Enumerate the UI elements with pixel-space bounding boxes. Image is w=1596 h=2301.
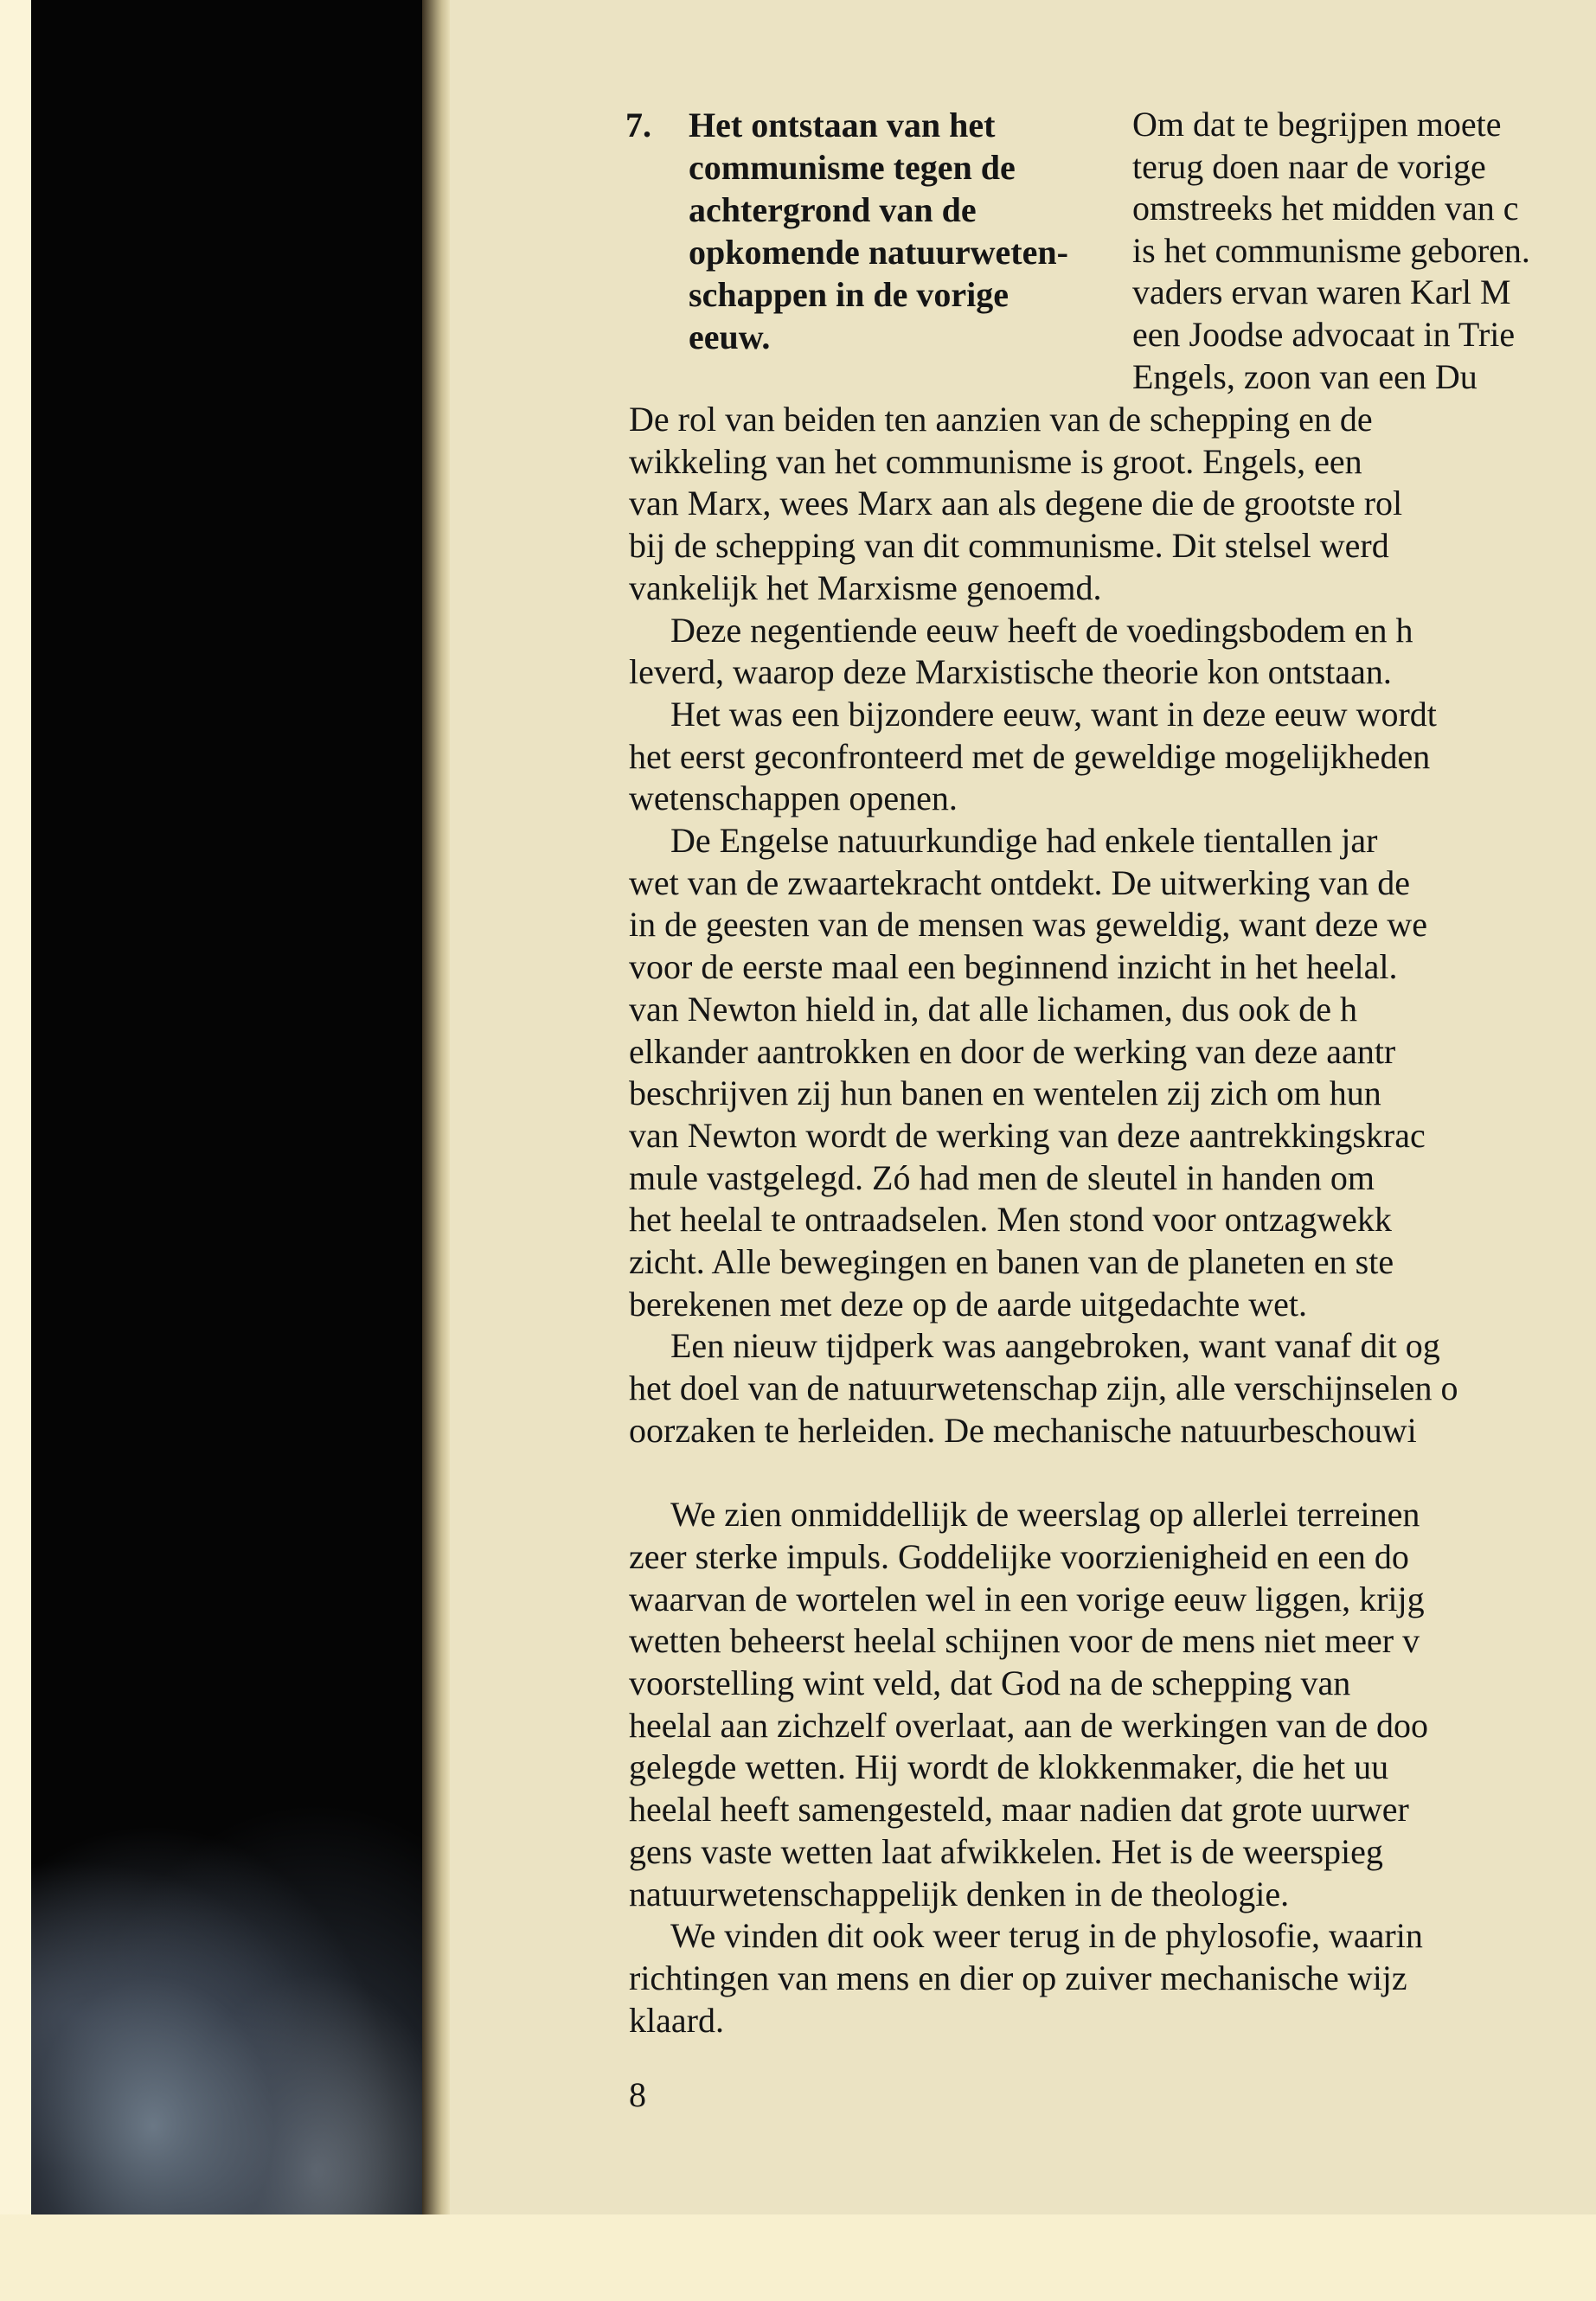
heading-line: eeuw. — [689, 317, 771, 356]
heading-line: schappen in de vorige — [689, 275, 1010, 314]
body-line: van Newton hield in, dat alle lichamen, dus ook de h — [629, 989, 1358, 1029]
side-column-text — [1132, 104, 1530, 398]
body-line: We vinden dit ook weer terug in de phylosofie, waarin — [670, 1916, 1423, 1956]
body-line: in de geesten van de mensen was geweldig, want deze we — [629, 905, 1427, 945]
body-line: waarvan de wortelen wel in een vorige eeuw liggen, krijg — [629, 1579, 1425, 1618]
left-margin-strip — [0, 0, 31, 2301]
body-line: gelegde wetten. Hij wordt de klokkenmaker, die het uu — [629, 1747, 1389, 1787]
body-line: bij de schepping van dit communisme. Dit stelsel werd — [629, 526, 1389, 566]
body-line: het eerst geconfronteerd met de geweldige mogelijkheden — [629, 736, 1431, 776]
body-line: natuurwetenschappelijk denken in de theologie. — [629, 1874, 1290, 1913]
heading-line: opkomende natuurweten- — [689, 233, 1068, 272]
body-line: berekenen met deze op de aarde uitgedachte wet. — [629, 1284, 1308, 1324]
body-line: zicht. Alle bewegingen en banen van de planeten en ste — [629, 1242, 1394, 1282]
body-line: Deze negentiende eeuw heeft de voedingsbodem en h — [670, 610, 1413, 650]
body-line: heelal heeft samengesteld, maar nadien dat grote uurwer — [629, 1790, 1409, 1830]
body-line: zeer sterke impuls. Goddelijke voorzienigheid en een do — [629, 1536, 1409, 1576]
body-line: heelal aan zichzelf overlaat, aan de werkingen van de doo — [629, 1705, 1428, 1745]
side-column-line: omstreeks het midden van c — [1132, 189, 1519, 228]
body-line: richtingen van mens en dier op zuiver mechanische wijz — [629, 1958, 1407, 1997]
body-line: wet van de zwaartekracht ontdekt. De uitwerking van de — [629, 862, 1410, 902]
body-line: Een nieuw tijdperk was aangebroken, want vanaf dit og — [670, 1326, 1440, 1366]
body-line: wikkeling van het communisme is groot. Engels, een — [629, 441, 1362, 481]
side-column-line: een Joodse advocaat in Trie — [1132, 314, 1516, 354]
body-line: klaard. — [629, 2000, 724, 2040]
body-line: voor de eerste maal een beginnend inzicht in het heelal. — [629, 947, 1398, 987]
paragraph-gap — [629, 1452, 1596, 1495]
body-line: voorstelling wint veld, dat God na de schepping van — [629, 1663, 1351, 1703]
body-line: gens vaste wetten laat afwikkelen. Het is de weerspieg — [629, 1831, 1383, 1871]
side-column-line: Engels, zoon van een Du — [1132, 356, 1477, 396]
body-text — [629, 399, 1596, 2041]
body-line: het heelal te ontraadselen. Men stond voor ontzagwekk — [629, 1200, 1392, 1240]
heading-line: communisme tegen de — [689, 148, 1016, 187]
body-line: het doel van de natuurwetenschap zijn, alle verschijnselen o — [629, 1368, 1458, 1408]
body-line: van Newton wordt de werking van deze aantrekkingskrac — [629, 1115, 1426, 1155]
heading-line: Het ontstaan van het — [689, 106, 996, 144]
heading-line: achtergrond van de — [689, 190, 977, 229]
side-column-line: terug doen naar de vorige — [1132, 146, 1486, 186]
body-line: We zien onmiddellijk de weerslag op allerlei terreinen — [670, 1495, 1420, 1535]
side-column-line: Om dat te begrijpen moete — [1132, 105, 1502, 144]
body-line: mule vastgelegd. Zó had men de sleutel in handen om — [629, 1157, 1375, 1197]
body-line: oorzaken te herleiden. De mechanische natuurbeschouwi — [629, 1410, 1417, 1450]
page-gutter-shadow — [422, 0, 450, 2214]
body-line: vankelijk het Marxisme genoemd. — [629, 567, 1102, 607]
body-line: De rol van beiden ten aanzien van de schepping en de — [629, 400, 1373, 439]
page-number: 8 — [629, 2075, 646, 2114]
section-heading-lines — [689, 104, 1068, 358]
bottom-margin-strip — [0, 2214, 1596, 2301]
body-line: leverd, waarop deze Marxistische theorie kon ontstaan. — [629, 652, 1392, 692]
body-line: wetten beheerst heelal schijnen voor de mens niet meer v — [629, 1621, 1420, 1661]
section-number: 7. — [625, 106, 651, 144]
body-line: elkander aantrokken en door de werking van deze aantr — [629, 1031, 1396, 1071]
side-column-line: is het communisme geboren. — [1132, 230, 1530, 270]
side-column-line: vaders ervan waren Karl M — [1132, 272, 1511, 312]
body-line: De Engelse natuurkundige had enkele tientallen jar — [670, 821, 1378, 861]
rock-texture — [31, 1773, 438, 2214]
body-line: Het was een bijzondere eeuw, want in deze eeuw wordt — [670, 694, 1437, 734]
body-line: beschrijven zij hun banen en wentelen zij zich om hun — [629, 1074, 1381, 1113]
body-line: wetenschappen openen. — [629, 779, 958, 818]
body-line: van Marx, wees Marx aan als degene die de grootste rol — [629, 484, 1403, 523]
